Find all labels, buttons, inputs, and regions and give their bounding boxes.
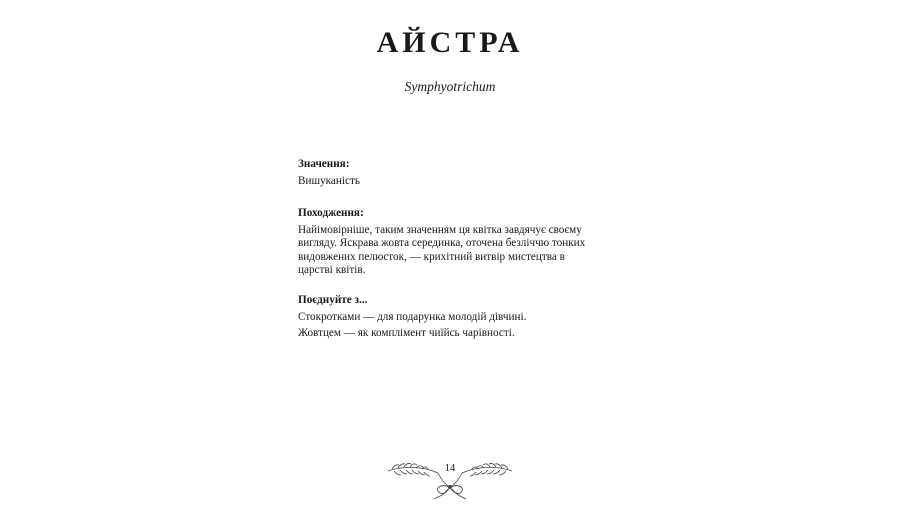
page-title: АЙСТРА bbox=[376, 26, 524, 59]
meaning-label: Значення: bbox=[298, 158, 350, 170]
combine-label: Поєднуйте з... bbox=[298, 294, 368, 306]
latin-name: Symphyotrichum bbox=[404, 79, 496, 94]
meaning-section bbox=[298, 158, 598, 188]
page-footer bbox=[380, 459, 520, 501]
origin-label: Походження: bbox=[298, 207, 364, 219]
meaning-text: Вишуканість bbox=[298, 174, 360, 187]
combine-item: Жовтцем — як комплімент чиїйсь чарівності. bbox=[298, 327, 515, 340]
origin-section bbox=[298, 207, 598, 278]
page-number: 14 bbox=[444, 463, 456, 474]
combine-item: Стокротками — для подарунка молодій дівчині. bbox=[298, 310, 527, 323]
combine-section bbox=[298, 294, 598, 341]
origin-text: Найімовірніше, таким значенням ця квітка завдячує своєму вигляду. Яскрава жовта серединка, оточена безліччю тонких видовжених пелюсток, — крихітний витвір мистецтва в царстві квітів. bbox=[298, 223, 586, 277]
